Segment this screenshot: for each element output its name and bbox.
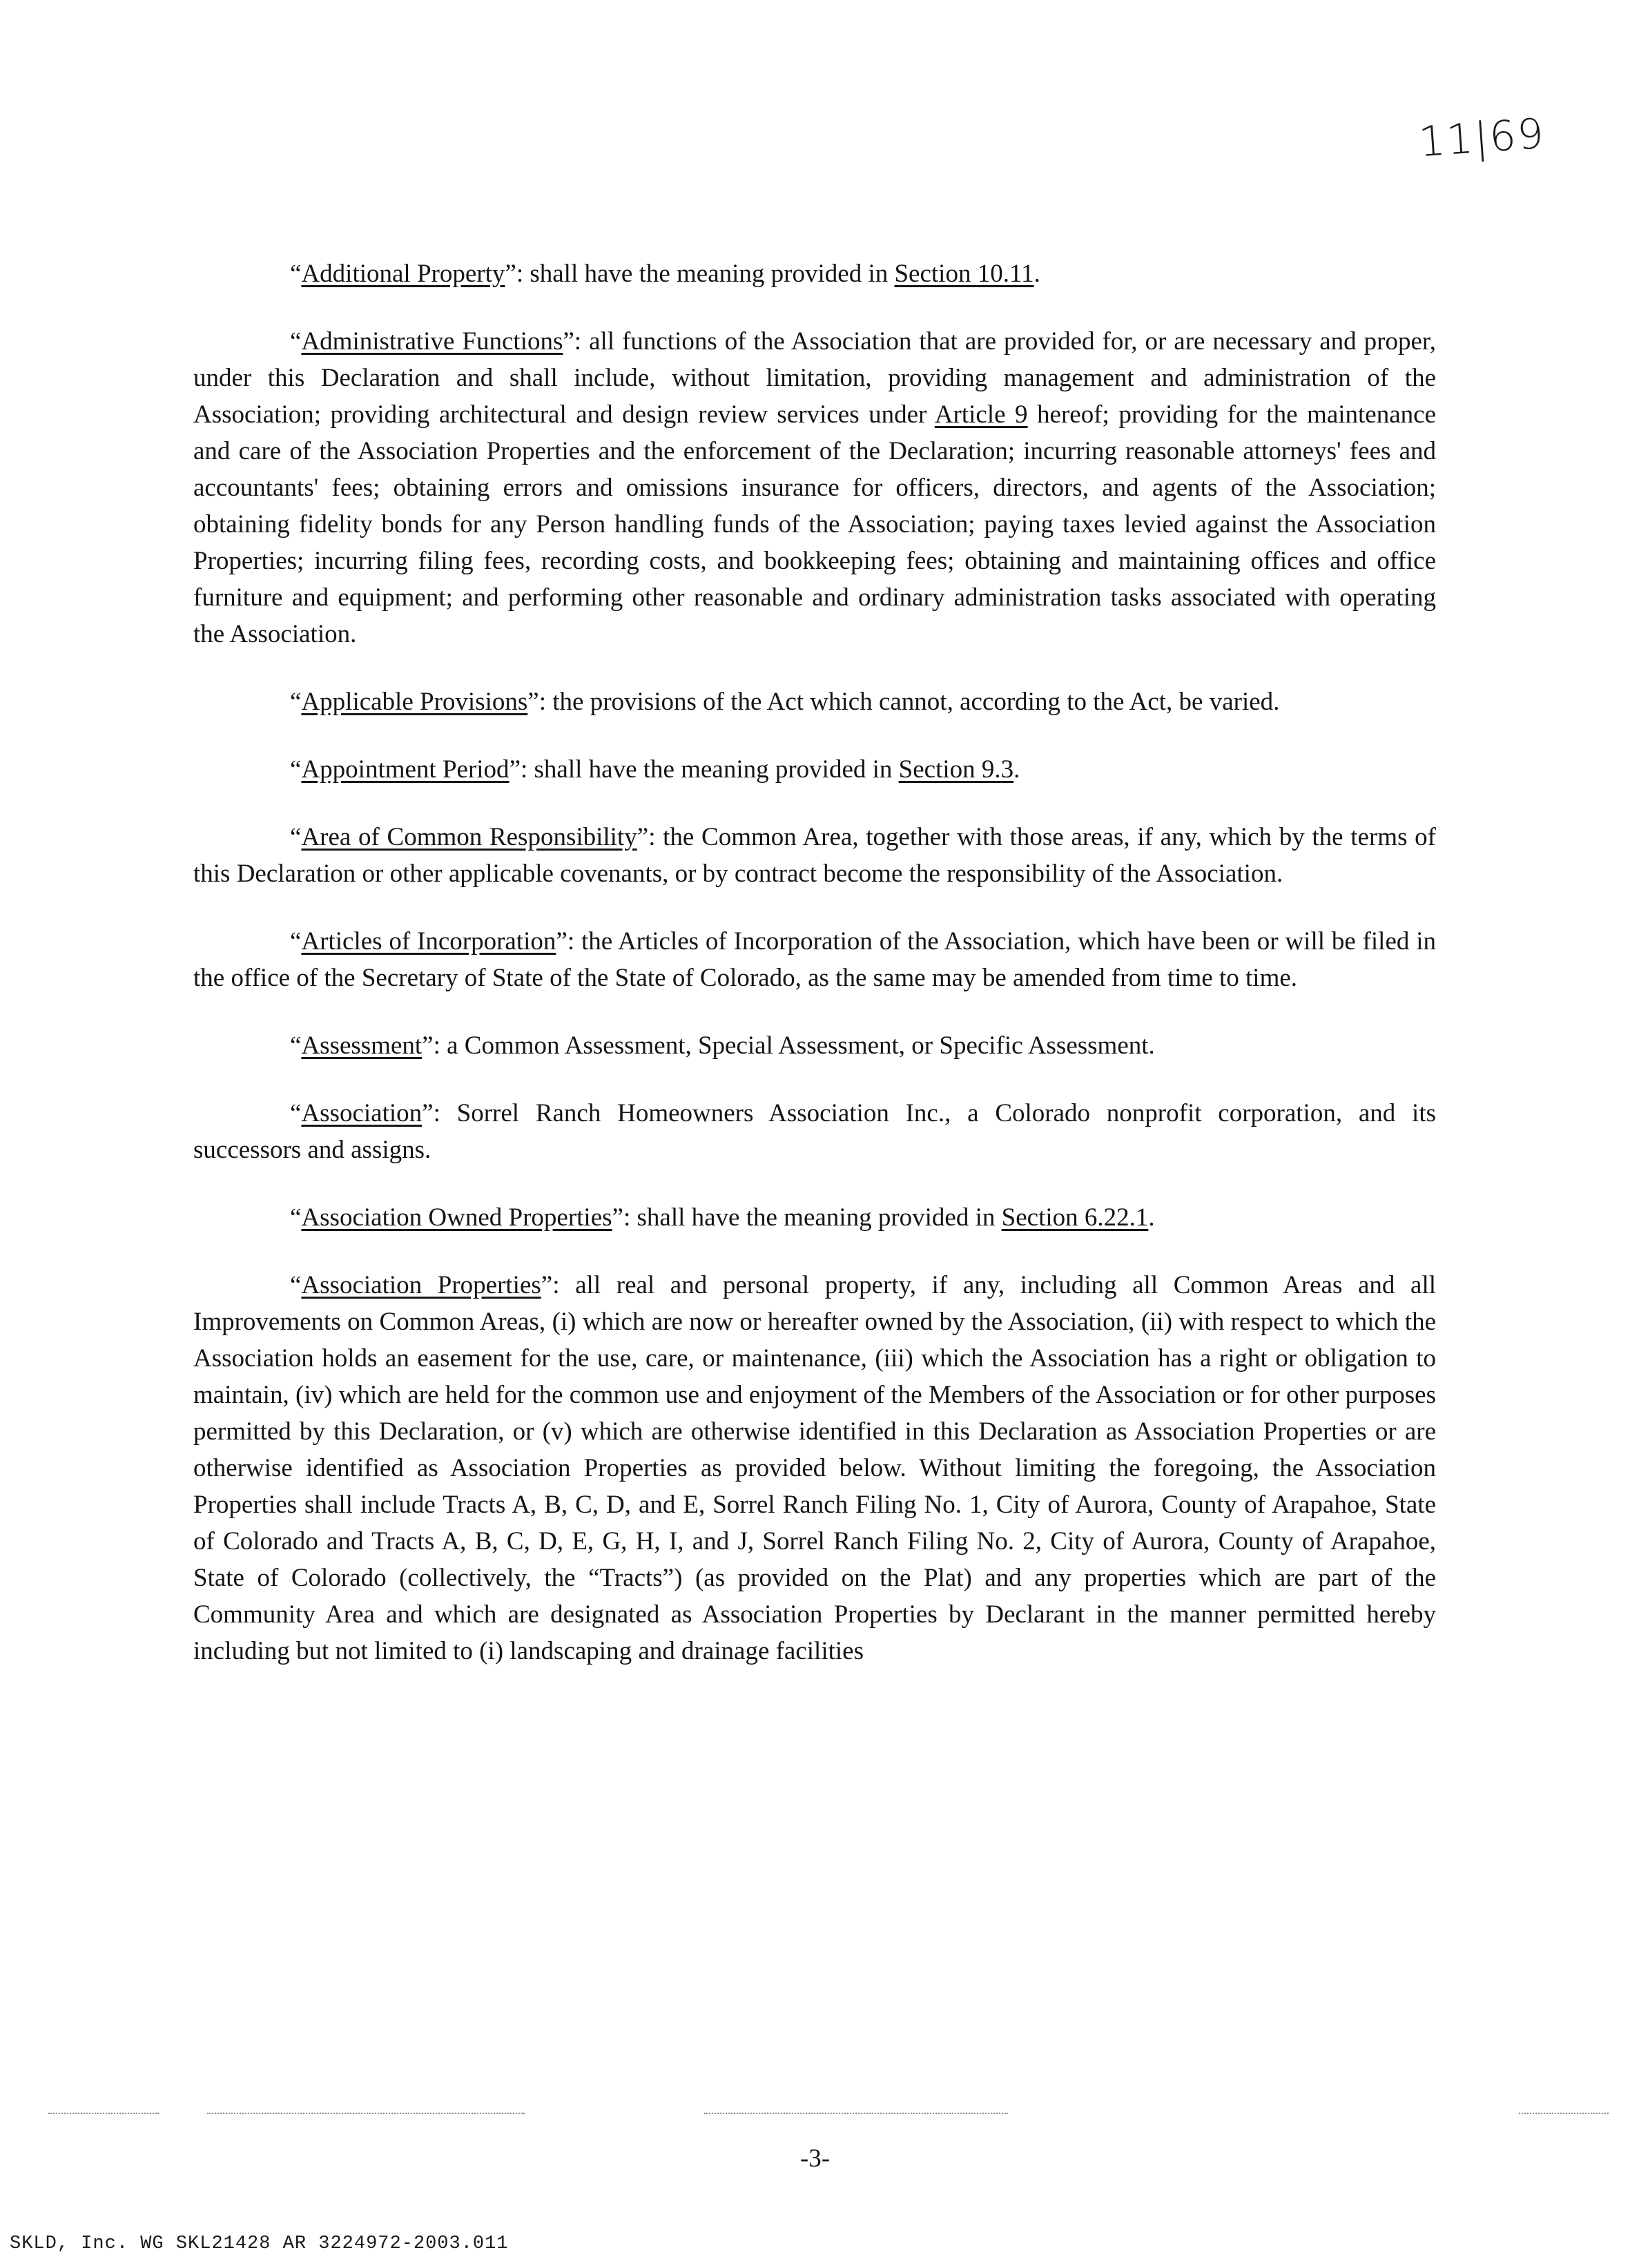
defined-term: Appointment Period	[301, 755, 510, 784]
cross-reference: Section 10.11	[894, 260, 1034, 288]
definition-text: : the Common Area, together with those areas, if any, which by the terms of this Declaration or other applicable covenants, or by contract become the responsibility of the Association.	[193, 823, 1436, 888]
definition-paragraph: “Association”: Sorrel Ranch Homeowners Association Inc., a Colorado nonprofit corporation, and its successors and assigns.	[193, 1099, 1436, 1164]
cross-reference: Section 9.3	[898, 755, 1014, 784]
definition-text: : shall have the meaning provided in	[521, 755, 899, 784]
footer-document-id: SKLD, Inc. WG SKL21428 AR 3224972-2003.011	[10, 2233, 509, 2254]
definition-paragraph: “Additional Property”: shall have the meaning provided in Section 10.11.	[290, 260, 1040, 288]
definition-text: hereof; providing for the maintenance and care of the Association Properties and the enforcement of the Declaration; incurring reasonable attorneys' fees and accountants' fees; obtaining errors and omissions insurance for officers, directors, and agents of the Association; obtaining fidelity bonds for any Person handling funds of the Association; paying taxes levied against the Association Properties; incurring filing fees, recording costs, and bookkeeping fees; obtaining and maintaining offices and office furniture and equipment; and performing other reasonable and ordinary administration tasks associated with operating the Association.	[193, 400, 1436, 648]
definition-text: : shall have the meaning provided in	[516, 260, 895, 288]
defined-term: Administrative Functions	[301, 327, 563, 356]
scan-artifact-line	[48, 2113, 159, 2114]
cross-reference: Section 6.22.1	[1001, 1203, 1149, 1232]
definition-text: : the provisions of the Act which cannot, according to the Act, be varied.	[539, 688, 1280, 716]
definition-text: .	[1034, 260, 1040, 288]
cross-reference: Article 9	[934, 400, 1028, 429]
definition-paragraph: “Association Properties”: all real and personal property, if any, including all Common Areas and all Improvements on Common Areas, (i) which are now or hereafter owned by the Association, (ii) with respect to which the Association holds an easement for the use, care, or maintenance, (iii) which the Association has a right or obligation to maintain, (iv) which are held for the common use and enjoyment of the Members of the Association or for other purposes permitted by this Declaration, or (v) which are otherwise identified in this Declaration as Association Properties or are otherwise identified as Association Properties as provided below. Without limiting the foregoing, the Association Properties shall include Tracts A, B, C, D, and E, Sorrel Ranch Filing No. 1, City of Aurora, County of Arapahoe, State of Colorado and Tracts A, B, C, D, E, G, H, I, and J, Sorrel Ranch Filing No. 2, City of Aurora, County of Arapahoe, State of Colorado (collectively, the “Tracts”) (as provided on the Plat) and any properties which are part of the Community Area and which are designated as Association Properties by Declarant in the manner permitted hereby including but not limited to (i) landscaping and drainage facilities	[193, 1271, 1436, 1665]
definition-paragraph: “Administrative Functions”: all functions of the Association that are provided for, or are necessary and proper, under this Declaration and shall include, without limitation, providing management and administration of the Association; providing architectural and design review services under Article 9 hereof; providing for the maintenance and care of the Association Properties and the enforcement of the Declaration; incurring reasonable attorneys' fees and accountants' fees; obtaining errors and omissions insurance for officers, directors, and agents of the Association; obtaining fidelity bonds for any Person handling funds of the Association; paying taxes levied against the Association Properties; incurring filing fees, recording costs, and bookkeeping fees; obtaining and maintaining offices and office furniture and equipment; and performing other reasonable and ordinary administration tasks associated with operating the Association.	[193, 327, 1436, 648]
definition-text: : all functions of the Association that are provided for, or are necessary and proper, under this Declaration and shall include, without limitation, providing management and administration of the Association; providing architectural and design review services under	[193, 327, 1436, 429]
definition-text: : shall have the meaning provided in	[623, 1203, 1002, 1232]
definition-paragraph: “Association Owned Properties”: shall have the meaning provided in Section 6.22.1.	[290, 1203, 1155, 1232]
definition-text: .	[1013, 755, 1020, 784]
definition-text: .	[1148, 1203, 1155, 1232]
scan-artifact-line	[207, 2113, 525, 2114]
definition-text: : all real and personal property, if any, including all Common Areas and all Improvements on Common Areas, (i) which are now or hereafter owned by the Association, (ii) with respect to which the Association holds an easement for the use, care, or maintenance, (iii) which the Association has a right or obligation to maintain, (iv) which are held for the common use and enjoyment of the Members of the Association or for other purposes permitted by this Declaration, or (v) which are otherwise identified in this Declaration as Association Properties or are otherwise identified as Association Properties as provided below. Without limiting the foregoing, the Association Properties shall include Tracts A, B, C, D, and E, Sorrel Ranch Filing No. 1, City of Aurora, County of Arapahoe, State of Colorado and Tracts A, B, C, D, E, G, H, I, and J, Sorrel Ranch Filing No. 2, City of Aurora, County of Arapahoe, State of Colorado (collectively, the “Tracts”) (as provided on the Plat) and any properties which are part of the Community Area and which are designated as Association Properties by Declarant in the manner permitted hereby including but not limited to (i) landscaping and drainage facilities	[193, 1271, 1436, 1665]
definition-text: : Sorrel Ranch Homeowners Association Inc., a Colorado nonprofit corporation, and its successors and assigns.	[193, 1099, 1436, 1164]
definition-paragraph: “Area of Common Responsibility”: the Common Area, together with those areas, if any, which by the terms of this Declaration or other applicable covenants, or by contract become the responsibility of the Association.	[193, 823, 1436, 888]
page-number: -3-	[799, 2144, 831, 2173]
defined-term: Applicable Provisions	[301, 688, 528, 716]
definition-paragraph: “Appointment Period”: shall have the meaning provided in Section 9.3.	[290, 755, 1020, 784]
defined-term: Association Owned Properties	[301, 1203, 612, 1232]
defined-term: Association	[301, 1099, 423, 1127]
defined-term: Association Properties	[301, 1271, 541, 1299]
defined-term: Assessment	[301, 1031, 423, 1060]
handwritten-page-annotation: 11|69	[1417, 109, 1547, 167]
scan-artifact-line	[704, 2113, 1008, 2114]
definitions-list	[193, 255, 1436, 1700]
defined-term: Area of Common Responsibility	[301, 823, 637, 851]
definition-paragraph: “Applicable Provisions”: the provisions of the Act which cannot, according to the Act, be varied.	[290, 688, 1280, 716]
scan-artifact-line	[1519, 2113, 1609, 2114]
definition-text: : a Common Assessment, Special Assessment, or Specific Assessment.	[433, 1031, 1155, 1060]
defined-term: Articles of Incorporation	[301, 927, 556, 956]
definition-text: : the Articles of Incorporation of the Association, which have been or will be filed in the office of the Secretary of State of the State of Colorado, as the same may be amended from time to time.	[193, 927, 1436, 992]
defined-term: Additional Property	[301, 260, 505, 288]
definition-paragraph: “Articles of Incorporation”: the Articles of Incorporation of the Association, which have been or will be filed in the office of the Secretary of State of the State of Colorado, as the same may be amended from time to time.	[193, 927, 1436, 992]
definition-paragraph: “Assessment”: a Common Assessment, Special Assessment, or Specific Assessment.	[290, 1031, 1155, 1060]
